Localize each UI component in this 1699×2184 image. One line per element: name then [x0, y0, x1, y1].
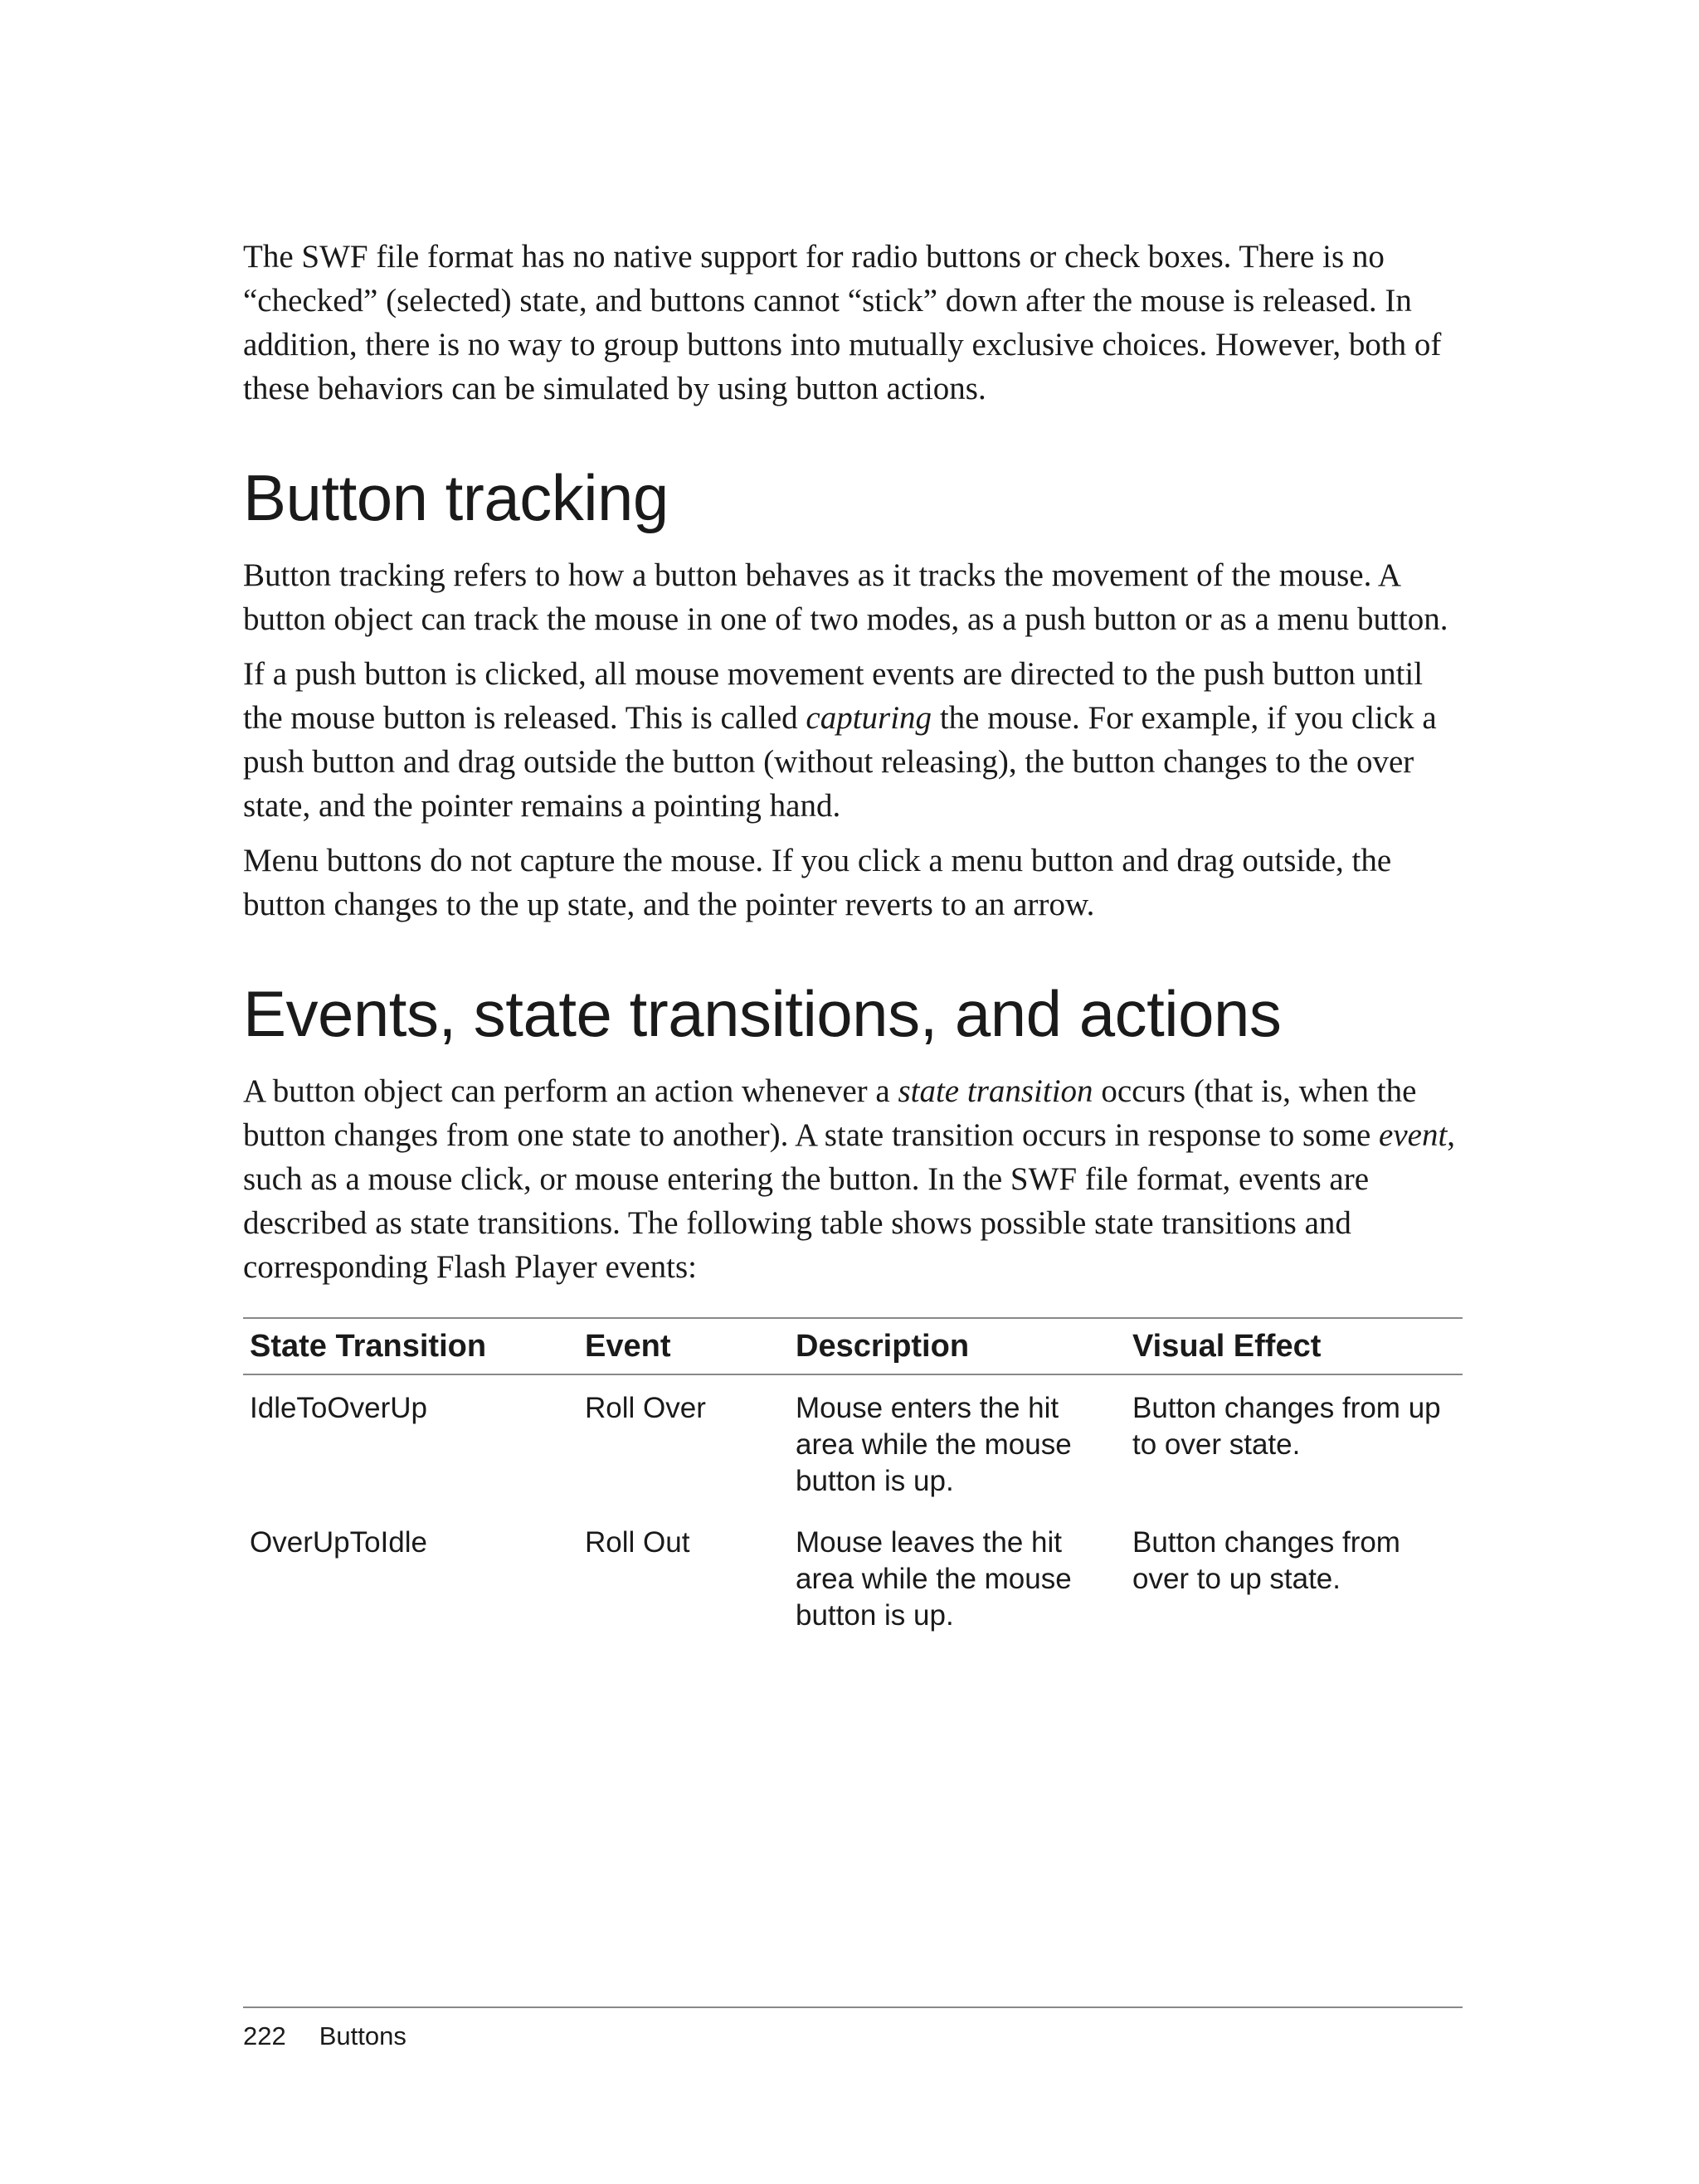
text-run: occurs (that is, when the button changes from one state to another). A state transition occurs in response to some — [243, 1073, 1417, 1153]
header-visual-effect: Visual Effect — [1132, 1328, 1322, 1364]
table-row — [243, 1374, 1463, 1510]
cell-effect: Button changes from over to up state. — [1132, 1526, 1400, 1595]
header-event: Event — [585, 1328, 671, 1364]
cell-event: Roll Over — [585, 1392, 706, 1424]
intro-paragraph: The SWF file format has no native support for radio buttons or check boxes. There is no “checked” (selected) state, and buttons cannot “stick” down after the mouse is released. In addition, there is no way to group buttons into mutually exclusive choices. However, both of these behaviors can be simulated by using button actions. — [243, 239, 1442, 406]
text-run: If a push button is clicked, all mouse movement events are directed to the push button until the mouse button is released. This is called — [243, 656, 1424, 736]
emphasis-event: event — [1379, 1117, 1448, 1153]
page-number: 222 — [243, 2021, 286, 2050]
cell-description: Mouse enters the hit area while the mouse button is up. — [796, 1392, 1072, 1497]
events-paragraph — [243, 1069, 1463, 1289]
table-header-row — [243, 1318, 1463, 1374]
button-tracking-paragraph-1: Button tracking refers to how a button behaves as it tracks the movement of the mouse. A button object can track the mouse in one of two modes, as a push button or as a menu button. — [243, 557, 1448, 637]
text-run: , such as a mouse click, or mouse entering the button. In the SWF file format, events are described as state transitions. The following table shows possible state transitions and corresponding Flash Player events: — [243, 1117, 1456, 1285]
cell-effect: Button changes from up to over state. — [1132, 1392, 1441, 1461]
cell-event: Roll Out — [585, 1526, 690, 1559]
table-row — [243, 1510, 1463, 1644]
header-state-transition: State Transition — [250, 1328, 487, 1364]
cell-transition: OverUpToIdle — [250, 1526, 427, 1559]
page-content — [243, 235, 1463, 1644]
text-run: A button object can perform an action whenever a — [243, 1073, 898, 1109]
footer-section-title: Buttons — [319, 2021, 406, 2050]
button-tracking-paragraph-2 — [243, 652, 1463, 828]
cell-description: Mouse leaves the hit area while the mouse button is up. — [796, 1526, 1072, 1632]
emphasis-state-transition: state transition — [898, 1073, 1093, 1109]
text-run: the mouse. For example, if you click a push button and drag outside the button (without releasing), the button changes to the over state, and the pointer remains a pointing hand. — [243, 700, 1437, 824]
events-heading: Events, state transitions, and actions — [243, 977, 1282, 1050]
button-tracking-paragraph-3: Menu buttons do not capture the mouse. If you click a menu button and drag outside, the button changes to the up state, and the pointer reverts to an arrow. — [243, 843, 1392, 922]
state-transition-table — [243, 1317, 1463, 1644]
header-description: Description — [796, 1328, 970, 1364]
emphasis-capturing: capturing — [806, 700, 932, 736]
page-footer — [243, 2006, 1463, 2053]
cell-transition: IdleToOverUp — [250, 1392, 427, 1424]
button-tracking-heading: Button tracking — [243, 461, 669, 534]
